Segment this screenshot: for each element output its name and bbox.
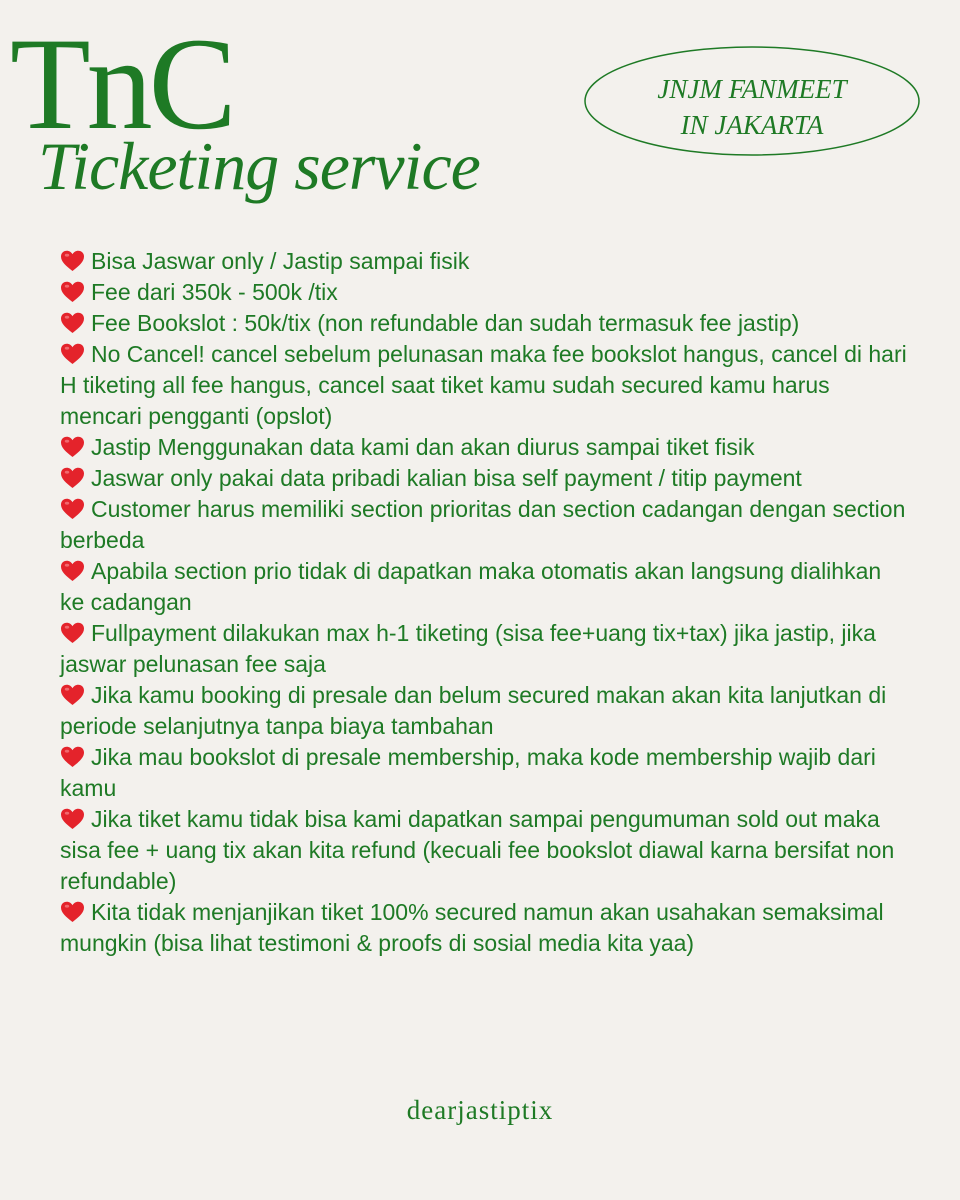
term-item bbox=[60, 463, 910, 494]
heart-icon bbox=[60, 342, 85, 364]
term-text: Fullpayment dilakukan max h-1 tiketing (sisa fee+uang tix+tax) jika jastip, jika jaswar pelunasan fee saja bbox=[60, 620, 876, 677]
term-item bbox=[60, 742, 910, 804]
term-text: Kita tidak menjanjikan tiket 100% secured namun akan usahakan semaksimal mungkin (bisa lihat testimoni & proofs di sosial media kita yaa) bbox=[60, 899, 884, 956]
event-badge bbox=[583, 45, 921, 157]
term-item bbox=[60, 804, 910, 897]
page-title: TnC bbox=[10, 10, 233, 157]
heart-icon bbox=[60, 807, 85, 829]
badge-line-2: IN JAKARTA bbox=[680, 110, 824, 140]
heart-icon bbox=[60, 311, 85, 333]
term-item bbox=[60, 494, 910, 556]
badge-line-1: JNJM FANMEET bbox=[657, 74, 847, 104]
heart-icon bbox=[60, 745, 85, 767]
term-text: Fee Bookslot : 50k/tix (non refundable dan sudah termasuk fee jastip) bbox=[91, 310, 800, 336]
heart-icon bbox=[60, 621, 85, 643]
term-item bbox=[60, 897, 910, 959]
heart-icon bbox=[60, 683, 85, 705]
page-subtitle: Ticketing service bbox=[38, 128, 480, 204]
term-text: No Cancel! cancel sebelum pelunasan maka fee bookslot hangus, cancel di hari H tiketing all fee hangus, cancel saat tiket kamu sudah secured kamu harus mencari pengganti (opslot) bbox=[60, 341, 907, 429]
term-text: Apabila section prio tidak di dapatkan maka otomatis akan langsung dialihkan ke cadangan bbox=[60, 558, 882, 615]
heart-icon bbox=[60, 280, 85, 302]
heart-icon bbox=[60, 466, 85, 488]
term-item bbox=[60, 277, 910, 308]
term-text: Fee dari 350k - 500k /tix bbox=[91, 279, 338, 305]
heart-icon bbox=[60, 435, 85, 457]
footer-handle: dearjastiptix bbox=[406, 1095, 554, 1125]
term-item bbox=[60, 308, 910, 339]
heart-icon bbox=[60, 497, 85, 519]
term-text: Customer harus memiliki section prioritas dan section cadangan dengan section berbeda bbox=[60, 496, 906, 553]
term-item bbox=[60, 556, 910, 618]
term-text: Jika tiket kamu tidak bisa kami dapatkan sampai pengumuman sold out maka sisa fee + uang tix akan kita refund (kecuali fee bookslot diawal karna bersifat non refundable) bbox=[60, 806, 895, 894]
term-text: Jaswar only pakai data pribadi kalian bisa self payment / titip payment bbox=[91, 465, 802, 491]
term-item bbox=[60, 432, 910, 463]
terms-list bbox=[60, 246, 910, 959]
heart-icon bbox=[60, 900, 85, 922]
heart-icon bbox=[60, 249, 85, 271]
term-item bbox=[60, 680, 910, 742]
term-text: Jastip Menggunakan data kami dan akan diurus sampai tiket fisik bbox=[91, 434, 755, 460]
term-item bbox=[60, 339, 910, 432]
term-text: Jika mau bookslot di presale membership, maka kode membership wajib dari kamu bbox=[60, 744, 876, 801]
term-text: Bisa Jaswar only / Jastip sampai fisik bbox=[91, 248, 470, 274]
term-item bbox=[60, 246, 910, 277]
term-item bbox=[60, 618, 910, 680]
term-text: Jika kamu booking di presale dan belum secured makan akan kita lanjutkan di periode selanjutnya tanpa biaya tambahan bbox=[60, 682, 887, 739]
heart-icon bbox=[60, 559, 85, 581]
